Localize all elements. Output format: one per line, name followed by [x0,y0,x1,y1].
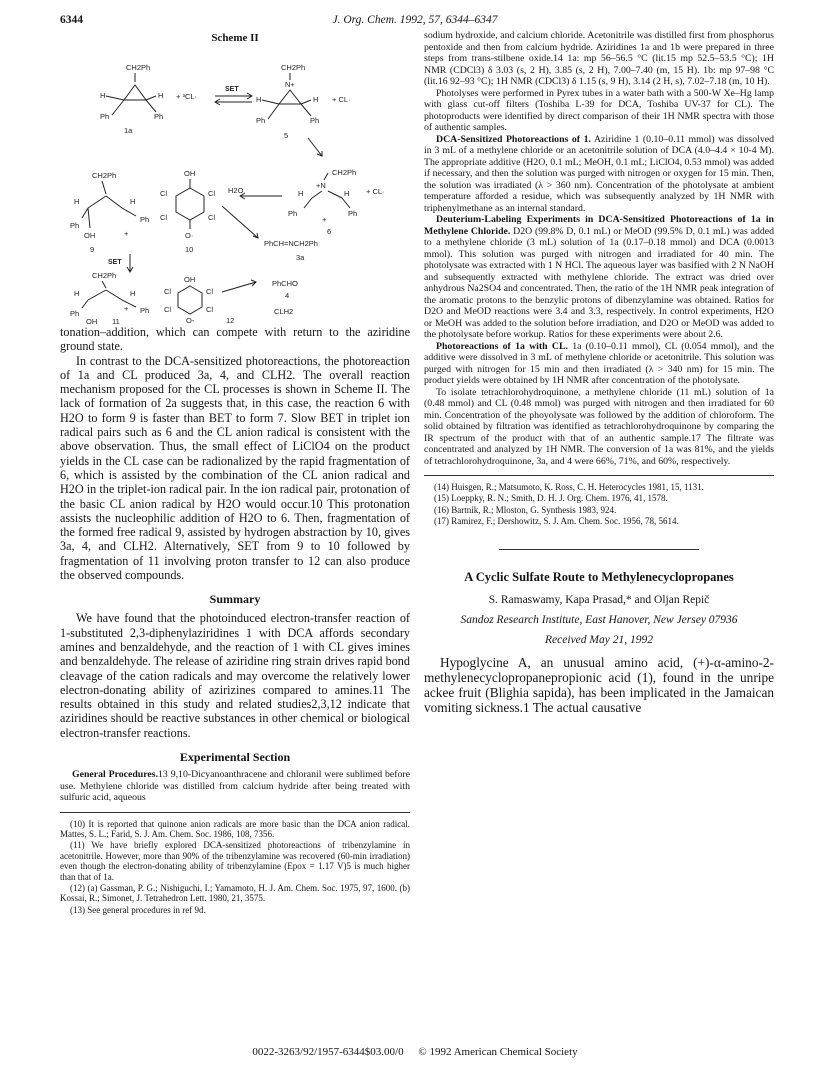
label-cl: Cl [208,213,216,222]
bond-line [328,191,342,198]
label-n-h: +N [316,181,326,190]
aziridine-ring-5 [279,90,301,104]
label-ph: Ph [70,221,80,230]
label-h: H [74,197,80,206]
label-n-cation: N+ [285,80,295,89]
bond-line [106,196,122,208]
bond-line [112,100,124,115]
cl-section-text: 1a (0.10–0.11 mmol), CL (0.054 mmol), and the additive were dissolved in 3 mL of methylene chloride or acetonitrile. This solution was purged with nitrogen for 15 min and then irradiated (λ > 340 nm) for 15 min. The product yields were obtained by 1H NMR after concentration of the photolysate. [424,340,774,386]
footnote: (11) We have briefly explored DCA-sensitized photoreactions of tribenzylamine in acetonitrile. However, more than 90% of the tribenzylamine was recovered (60-min irradiation) even though the electron-donating ability of tribenzylamine (Epox = 1.17 V)5 is much higher than that of 1a. [60,840,410,882]
label-plus: + [124,304,129,313]
page-header [60,14,770,30]
dca-section-runin: DCA-Sensitized Photoreactions of 1. [436,133,591,145]
label-cl: Cl [208,189,216,198]
label-ph: Ph [70,309,80,318]
label-o-anion: O- [186,316,195,325]
article-body [424,655,774,716]
bond-line [102,281,106,288]
bond-line [102,181,106,194]
paragraph: To isolate tetrachlorohydroquinone, a methylene chloride (11 mL) solution of 1a (0.48 mmol) and CL (0.48 mmol) was purged with nitrogen and then irradiated for 60 min. Concentration of the phoyolysate was followed by the addition of chloroform. The solid obtained by filtration was identified as tetrachlorohydroquinone by comparing the IR spectrum of the product with that of an authentic sample.17 The filtrate was concentrated and analyzed by 1H NMR. The conversion of 1a was 81%, and the yields of tetrachlorohydroquinone, 3a, and 4 were 66%, 71%, and 60%, respectively. [424,386,774,467]
body-text-left [60,325,410,582]
label-ph: Ph [310,116,320,125]
article-authors: S. Ramaswamy, Kapa Prasad,* and Oljan Repič [488,593,710,606]
label-ph: Ph [100,112,110,121]
cl-section-paragraph [424,341,774,387]
scheme-ii-figure [60,30,410,325]
deuterium-section-paragraph [424,214,774,341]
label-h: H [298,189,304,198]
label-h: H [158,91,164,100]
label-oh: OH [86,317,98,325]
label-ph: Ph [140,306,150,315]
paragraph: sodium hydroxide, and calcium chloride. Acetonitrile was distilled first from phosphorus pentoxide and then from calcium hydride. Aziridines 1a and 1b were prepared in three steps from trans-stilbene oxide.14 1a: mp 56–56.5 °C (lit.15 mp 52.5–53.5 °C); 1H NMR (CDCl3) δ 3.03 (s, 2 H), 3.85 (s, 2 H), 7.00–7.40 (m, 15 H). 1b: mp 97–98 °C (lit.16 92–93 °C); 1H NMR (CDCl3) δ 1.15 (s, 9 H), 3.14 (2 H, s), 7.02–7.18 (m, 10 H). [424,30,774,87]
bond-line [268,104,279,119]
bond-line [106,96,124,100]
footnote: (17) Ramirez, F.; Dershowitz, S. J. Am. Chem. Soc. 1956, 78, 5614. [434,516,679,527]
footnote: (16) Bartnik, R.; Mloston, G. Synthesis 1983, 924. [434,504,617,515]
footnotes-right [424,482,774,527]
product-clh2: CLH2 [274,307,294,316]
label-set: SET [108,259,122,266]
label-ch2ph: CH2Ph [92,171,117,180]
footnote: (10) It is reported that quinone anion radicals are more basic than the DCA anion radical. Mattes, S. L.; Farid, S. J. Am. Chem. Soc. 1986, 108, 7356. [60,818,410,839]
label-ch2ph: CH2Ph [281,63,306,72]
label-oh: OH [184,169,196,178]
label-ch2ph: CH2Ph [332,168,357,177]
summary-paragraph: We have found that the photoinduced electron-transfer reaction of 1-substituted 2,3-diphenylaziridines 1 with DCA affords secondary amines and benzaldehyde, and the reaction of 1 with CL gives imines and benzaldehyde. The release of aziridine ring strain drives rapid bond cleavage of the cation radicals and may overcome the relatively lower electron-donating ability of azirizines compared to amines.11 The results obtained in this study and related studies2,3,12 indicate that aziridines should be reactive substances in other chemical or biological electron-transfer reactions. [60,611,410,740]
cl-section-runin: Photoreactions of 1a with CL. [436,340,568,352]
compound-5: 5 [284,131,289,140]
compound-6: 6 [327,227,332,236]
footnote: (14) Huisgen, R.; Matsumoto, K. Ross, C. H. Heterocycles 1981, 15, 1131. [434,482,704,492]
benzene-ring-12 [178,286,202,314]
scheme-diagram [60,30,410,325]
bond-line [122,208,136,216]
deuterium-section-runin: Deuterium-Labeling Experiments in DCA-Sensitized Photoreactions of 1a in Methylene Chloride. [424,214,774,237]
label-h: H [344,189,350,198]
scheme-title: Scheme II [211,32,259,44]
page-footer [60,1046,770,1058]
label-cl: Cl [206,305,214,314]
label-ch2ph: CH2Ph [126,63,151,72]
compound-12: 12 [226,316,235,325]
arrow-to-products [222,282,256,292]
summary-section [60,611,410,740]
footnote: (12) (a) Gassman, P. G.; Nishiguchi, I.; Yamamoto, H. J. Am. Chem. Soc. 1975, 97, 1600. (b) Kossai, R.; Simonet, J. Tetrahedron Lett. 1980, 21, 3575. [60,882,410,904]
product-aldehyde-formula: PhCHO [272,279,298,288]
label-h2o: H2O [228,186,244,195]
article-institution: Sandoz Research Institute, East Hanover, New Jersey 07936 [460,613,738,626]
bond-line [262,100,279,104]
label-cl: Cl [160,189,168,198]
bond-line [146,100,156,112]
label-h: H [100,91,106,100]
arrow-5-to-6 [308,138,322,156]
label-h: H [130,197,136,206]
product-3a-number: 3a [296,253,305,262]
general-procedures-runin: General Procedures. [72,769,159,781]
label-h: H [313,95,319,104]
label-cl: Cl [206,287,214,296]
arrow-to-products [222,206,258,238]
label-plus: + [322,215,327,224]
left-column [60,30,410,916]
bond-line [82,300,88,308]
compound-11: 11 [112,317,120,325]
paragraph: Photolyses were performed in Pyrex tubes in a water bath with a 500-W Xe–Hg lamp with glass cut-off filters (Toshiba L-39 for DCA, Toshiba UV-37 for CL). The photoproducts were identified by direct comparison of their 1H NMR spectra with those of authentic samples. [424,87,774,133]
general-procedures-text: 13 9,10-Dicyanoanthracene and chloranil were sublimed before use. Methylene chloride was distilled from calcium hydride after being treated with sulfuric acid, aqueous [60,769,410,804]
dca-section-paragraph [424,134,774,215]
product-imine-formula: PhCH=NCH2Ph [264,239,318,248]
label-h: H [130,289,136,298]
bond-line [88,208,90,228]
running-head: J. Org. Chem. 1992, 57, 6344–6347 [332,14,498,26]
compound-10: 10 [185,245,194,254]
compound-9: 9 [90,245,95,254]
article-intro-paragraph: Hypoglycine A, an unusual amino acid, (+)-α-amino-2-methylenecyclopropanepropionic acid (1), found in the unripe ackee fruit (Blighia sapida), has been implicated in the Jamaican vomiting sickness.1 The actual causative [424,654,774,716]
label-oh: OH [84,231,96,240]
bond-line [312,191,322,198]
footnote: (15) Loeppky, R. N.; Smith, D. H. J. Org. Chem. 1976, 41, 1578. [434,493,668,504]
bond-line [88,196,106,208]
bond-line [88,290,106,300]
label-cl: Cl [164,287,172,296]
label-h: H [74,289,80,298]
label-o-radical: O· [185,231,194,240]
experimental-section [60,769,410,804]
bond-line [301,100,311,104]
label-ph: Ph [154,112,164,121]
bond-line [304,198,312,208]
experimental-heading: Experimental Section [179,750,291,765]
footnote-divider [424,475,774,476]
label-cl: Cl [160,213,168,222]
bond-line [82,208,88,218]
article-divider [499,549,699,550]
bond-line [301,104,311,116]
copyright-notice: © 1992 American Chemical Society [418,1046,578,1058]
bond-line [106,290,122,300]
compound-1a: 1a [124,126,133,135]
label-ph: Ph [348,209,358,218]
bond-line [146,96,156,100]
article-received-date: Received May 21, 1992 [545,633,653,646]
right-column [424,30,774,715]
paragraph: In contrast to the DCA-sensitized photoreactions, the photoreaction of 1a and CL produced 3a, 4, and CLH2. The overall reaction mechanism proposed for the CL processes is shown in Scheme II. The lack of formation of 2a suggests that, in this case, the reaction 6 with H2O to form 9 is faster than BET to form 7. Slow BET in triplet ion radical pairs such as 6 and the CL anion radical is consistent with the above observation. Thus, the small effect of LiClO4 on the product yields in the CL case can be radionalized by the rapid fragmentation of 6, which is assisted by the combination of the CL anion radical and H2O in the triplet-ion radical pair. In the ion radical pair, protonation of the basic CL anion radical by H2O would occur.10 This protonation assists the nucleophilic addition of H2O to 6. Then, fragmentation of the formed free radical 9, assisted by hydrogen abstraction by 10, gives 3a, 4, and CLH2. Alternatively, SET from 9 to 10 followed by fragmentation of 11 involving proton transfer to 12 can also produce the observed compounds. [60,353,410,583]
footnote-divider [60,812,410,813]
product-4-number: 4 [285,291,290,300]
bond-line [324,173,328,180]
label-ph: Ph [288,209,298,218]
experimental-continued [424,30,774,467]
label-oh: OH [184,275,196,284]
paragraph: tonation–addition, which can compete with return to the aziridine ground state. [60,325,410,354]
footnote: (13) See general procedures in ref 9d. [70,904,206,915]
label-cl: Cl [164,305,172,314]
label-plus: + [124,229,129,238]
dca-section-text: Aziridine 1 (0.10–0.11 mmol) was dissolved in 3 mL of a methylene chloride or an acetonitrile solution of DCA (4.0–4.4 × 10-4 M). The appropriate additive (H2O, 0.1 mL; MeOH, 0.1 mL; LiClO4, 0.53 mmol) was added if necessary, and then the solution was purged with nitrogen or oxygen for 15 min. Then, the solution was irradiated (λ > 360 nm). Concentration of the photolysate at ambient temperature afforded a residue, which was subsequently analyzed by 1H NMR with triphenylmethane as an internal standard. [424,133,774,214]
general-procedures-paragraph [60,769,410,804]
label-cl-anion: + CL· [332,95,351,104]
bond-line [342,198,350,208]
aziridine-ring-1a [124,85,146,100]
label-set: SET [225,86,239,93]
deuterium-section-text: D2O (99.8% D, 0.1 mL) or MeOD (99.5% D, 0.1 mL) was added to a methylene chloride (3 mL) solution of 1a (0.17–0.18 mmol) and DCA (0.0013 mmol). This solution was purged with nitrogen and irradiated for 40 min. The photolysate was extracted with 1 N HCl. The aqueous layer was basified with 2 N NaOH and subsequently extracted with methylene chloride. The extract was dried over anhydrous Na2SO4 and concentrated. Then, the ratio of the 1H NMR peak integration of the aromatic protons to the benzylic protons of dibenzylamine was obtained. Ratios for D2O and MeOD reactions were 3.4 and 3.3, respectively. In control experiments, H2O or MeOH was added to the solution before irradiation, and D2O or MeOD was added to the photolysate before workup. Ratios for these experiments were about 2.6. [424,225,775,340]
label-ph: Ph [256,116,266,125]
page-number: 6344 [60,14,83,26]
summary-heading: Summary [209,592,261,607]
benzene-ring-10 [176,188,204,220]
article-code: 0022-3263/92/1957-6344$03.00/0 [252,1046,404,1058]
label-h: H [256,95,262,104]
label-cl-triplet: + ³CL· [176,92,198,101]
article-title: A Cyclic Sulfate Route to Methylenecyclopropanes [464,569,734,584]
footnotes-left [60,819,410,916]
label-cl-anion: + CL· [366,187,385,196]
label-ch2ph: CH2Ph [92,271,117,280]
label-ph: Ph [140,215,150,224]
